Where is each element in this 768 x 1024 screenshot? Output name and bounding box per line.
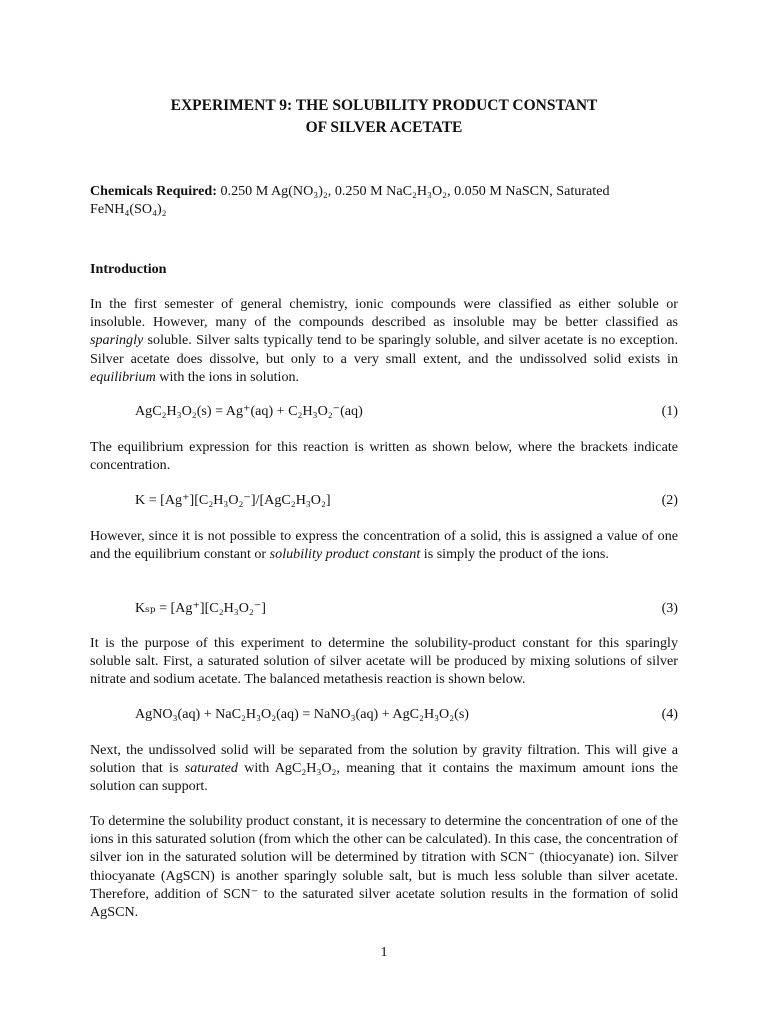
equation-2-number: (2): [661, 492, 678, 508]
equation-4-formula: AgNO₃(aq) + NaC₂H₃O₂(aq) = NaNO₃(aq) + AgC₂H₃O₂(s): [135, 706, 469, 722]
introduction-heading: Introduction: [90, 261, 167, 277]
equation-4: [135, 705, 678, 723]
paragraph-1-emphasis-sparingly: sparingly: [90, 332, 144, 349]
paragraph-4: It is the purpose of this experiment to determine the solubility-product constant for this sparingly soluble salt. First, a saturated solution of silver acetate will be produced by mixing solutions of silver nitrate and sodium acetate. The balanced metathesis reaction is shown below.: [90, 635, 678, 688]
equation-3-number: (3): [661, 600, 678, 616]
paragraph-5-text-b: with AgC₂H₃O₂, meaning that it contains the maximum amount ions the solution can support.: [90, 760, 678, 795]
paragraph-1: [90, 295, 678, 386]
paragraph-2: The equilibrium expression for this reaction is written as shown below, where the brackets indicate concentration.: [90, 439, 678, 474]
paragraph-1-text-a: In the first semester of general chemistry, ionic compounds were classified as either soluble or insoluble. However, many of the compounds described as insoluble may be better classified as: [90, 296, 678, 331]
chemicals-label: Chemicals Required:: [90, 183, 217, 199]
paragraph-5: [90, 741, 678, 796]
paragraph-3-text-b: is simply the product of the ions.: [420, 546, 609, 563]
equation-1: [135, 402, 678, 420]
equation-4-number: (4): [661, 706, 678, 722]
title-line-1: EXPERIMENT 9: THE SOLUBILITY PRODUCT CONSTANT: [170, 97, 598, 114]
paragraph-1-emphasis-equilibrium: equilibrium: [90, 368, 156, 385]
paragraph-1-text-b: soluble. Silver salts typically tend to be sparingly soluble, and silver acetate is no exception. Silver acetate does dissolve, but only to a very small extent, and the undissolved solid exists in: [90, 332, 678, 367]
chemicals-required: [90, 182, 678, 218]
paragraph-5-emphasis: saturated: [184, 760, 238, 777]
paragraph-3: [90, 527, 678, 563]
equation-3: [135, 599, 678, 617]
equation-2: [135, 491, 678, 509]
equation-1-formula: AgC₂H₃O₂(s) = Ag⁺(aq) + C₂H₃O₂⁻(aq): [135, 403, 363, 419]
page-title: [90, 95, 678, 139]
paragraph-5-text-a: Next, the undissolved solid will be separated from the solution by gravity filtration. This will give a solution that is: [90, 742, 678, 777]
paragraph-1-text-c: with the ions in solution.: [155, 368, 300, 385]
chemicals-list: 0.250 M Ag(NO₃)₂, 0.250 M NaC₂H₃O₂, 0.050 M NaSCN, Saturated FeNH₄(SO₄)₂: [90, 183, 610, 218]
equation-3-formula: Kₛₚ = [Ag⁺][C₂H₃O₂⁻]: [135, 600, 266, 616]
page-number: 1: [380, 944, 388, 960]
paragraph-6: To determine the solubility product constant, it is necessary to determine the concentration of one of the ions in this saturated solution (from which the other can be calculated). In this case, the concentration of silver ion in the saturated solution will be determined by titration with SCN⁻ (thiocyanate) ion. Silver thiocyanate (AgSCN) is another sparingly soluble salt, but is much less soluble than silver acetate. Therefore, addition of SCN⁻ to the saturated silver acetate solution results in the formation of solid AgSCN.: [90, 813, 678, 921]
equation-1-number: (1): [661, 403, 678, 419]
title-line-2: OF SILVER ACETATE: [305, 119, 463, 136]
paragraph-3-text-a: However, since it is not possible to express the concentration of a solid, this is assigned a value of one and the equilibrium constant or: [90, 528, 678, 563]
paragraph-3-emphasis: solubility product constant: [269, 546, 421, 563]
equation-2-formula: K = [Ag⁺][C₂H₃O₂⁻]/[AgC₂H₃O₂]: [135, 492, 331, 508]
